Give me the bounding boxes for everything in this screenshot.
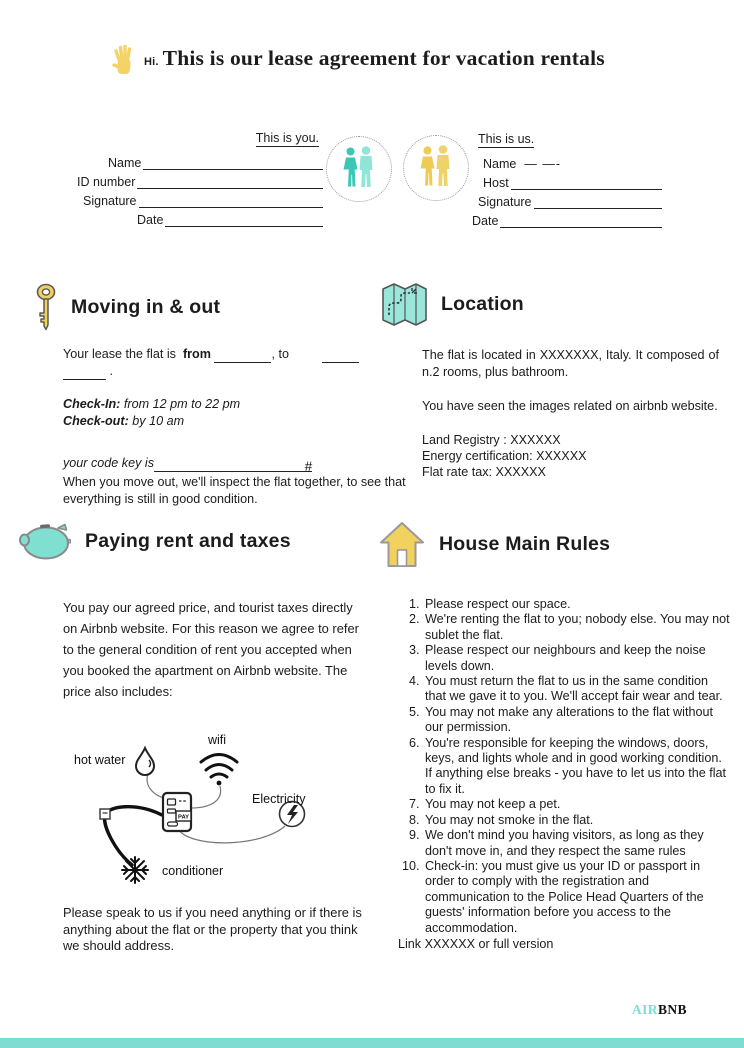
title-hi: Hi. [144,56,159,68]
you-name-row [75,151,323,170]
flat-rate-tax-line: Flat rate tax: XXXXXX [422,465,546,479]
hot-water-icon [136,748,154,775]
lease-dates-line: Your lease the flat is from , to [63,346,405,363]
rule-item: 2. We're renting the flat to you; nobody else. You may not sublet the flat. [423,612,730,643]
check-out-line: Check-out: by 10 am [63,414,185,428]
location-section-body [422,347,719,480]
moving-section-body [63,346,405,508]
you-id-label: ID number [77,175,136,189]
you-date-label: Date [137,213,164,227]
lease-dates-line2 [63,363,405,380]
moving-section-title: Moving in & out [71,295,221,318]
conditioner-connector [105,807,162,865]
house-icon [379,520,425,568]
pay-label: PAY [178,814,189,821]
plug-box [100,809,110,819]
us-host-line [511,175,662,190]
rule-item: 10. Check-in: you must give us your ID or passport in order to comply with the registration and communication to the Police Head Quarters of the guests' information before you access to the accommodation. [423,859,730,936]
rule-item: 4. You must return the flat to us in the same condition that we gave it to you. We'll accept fair wear and tear. [423,674,730,705]
piggy-bank-icon [18,520,71,562]
us-signature-line [534,194,662,209]
code-key-line [63,455,405,472]
paying-paragraph-1: You pay our agreed price, and tourist taxes directly on Airbnb website. For this reason we agree to refer to the general condition of rent you accepted when you booked the apartment on Airbnb website. The price also includes: [63,600,359,699]
brand-air: AIR [632,1002,658,1017]
paying-section-header [18,520,291,562]
guest-signature-block [75,131,323,227]
airbnb-wordmark [632,1002,687,1018]
house-rules-list [398,597,730,936]
location-paragraph-2: You have seen the images related on airbnb website. [422,399,718,413]
map-icon [381,282,428,327]
paying-paragraph-2: Please speak to us if you need anything or if there is anything about the flat or the property that you think we should address. [63,905,362,953]
you-signature-label: Signature [83,194,137,208]
rules-section-body [398,597,730,952]
you-name-line [143,155,323,170]
you-date-row [75,208,323,227]
us-name-label: Name [483,157,517,171]
brand-bnb: BNB [657,1002,687,1017]
guests-avatar [326,136,392,202]
location-paragraph-1: The flat is located in XXXXXXX, Italy. It composed of n.2 rooms, plus bathroom. [422,348,719,379]
us-host-label: Host [483,176,509,190]
wifi-dot [217,781,222,786]
rule-item: 3. Please respect our neighbours and keep the noise levels down. [423,643,730,674]
us-heading: This is us. [478,132,535,146]
location-section-header [381,282,524,327]
snowflake-icon [122,857,148,883]
paying-section-title: Paying rent and taxes [85,529,291,552]
inspection-note: When you move out, we'll inspect the flat together, to see that everything is still in good condition. [63,475,406,506]
us-date-row [460,209,662,228]
wifi-icon [201,755,237,778]
energy-certification-line: Energy certification: XXXXXX [422,449,587,463]
lease-period: . [109,364,113,378]
you-signature-line [139,193,323,208]
lease-from-word: from [182,347,211,361]
wifi-label: wifi [208,733,227,747]
lease-to-word: , to [271,347,289,361]
check-in-line: Check-In: from 12 pm to 22 pm [63,397,241,411]
guest-couple-icon [339,146,379,192]
code-key-blank [154,458,312,472]
rules-section-title: House Main Rules [439,532,611,555]
check-times [63,396,405,430]
rule-item: 7. You may not keep a pet. [423,797,730,812]
you-name-label: Name [108,156,142,170]
you-date-line [165,212,323,227]
location-section-title: Location [441,293,524,315]
rules-section-header [379,520,610,568]
land-registry-line: Land Registry : XXXXXX [422,433,561,447]
us-name-value: — —- [524,157,561,171]
included-utilities-diagram [58,716,370,900]
rule-item: 8. You may not smoke in the flat. [423,813,730,828]
us-date-label: Date [472,214,499,228]
us-signature-label: Signature [478,195,532,209]
electricity-label: Electricity [252,792,306,806]
host-signature-block [460,132,662,228]
hot-water-label: hot water [74,753,126,767]
you-heading: This is you. [255,131,319,145]
waving-hand-icon [110,44,136,76]
you-signature-row [75,189,323,208]
rules-link-line: Link XXXXXX or full version [398,936,554,951]
document-title-row [110,42,605,76]
lease-to-blank2 [63,366,106,380]
code-key-label: your code key is [63,456,154,470]
moving-section-header [33,283,220,331]
hash-mark: # [304,459,312,474]
footer-accent-bar [0,1038,744,1048]
you-id-line [137,174,323,189]
us-host-row [460,171,662,190]
us-signature-row [460,190,662,209]
lease-to-blank [322,349,359,363]
rule-item: 5. You may not make any alterations to the flat without our permission. [423,705,730,736]
rule-item: 9. We don't mind you having visitors, as long as they don't move in, and they respect the same rules [423,828,730,859]
payment-terminal-icon [163,793,191,831]
conditioner-label: conditioner [162,864,224,878]
us-date-line [500,213,662,228]
you-id-row [75,170,323,189]
host-couple-icon [416,145,456,191]
page-title: This is our lease agreement for vacation rentals [162,46,605,70]
rule-item: 6. You're responsible for keeping the windows, doors, keys, and lights whole and in good working condition. If anything else breaks - you have to let us into the flat to fix it. [423,736,730,798]
key-icon [33,283,59,331]
lease-from-blank [214,349,271,363]
rule-item: 1. Please respect our space. [423,597,730,612]
us-name-row [460,152,662,171]
